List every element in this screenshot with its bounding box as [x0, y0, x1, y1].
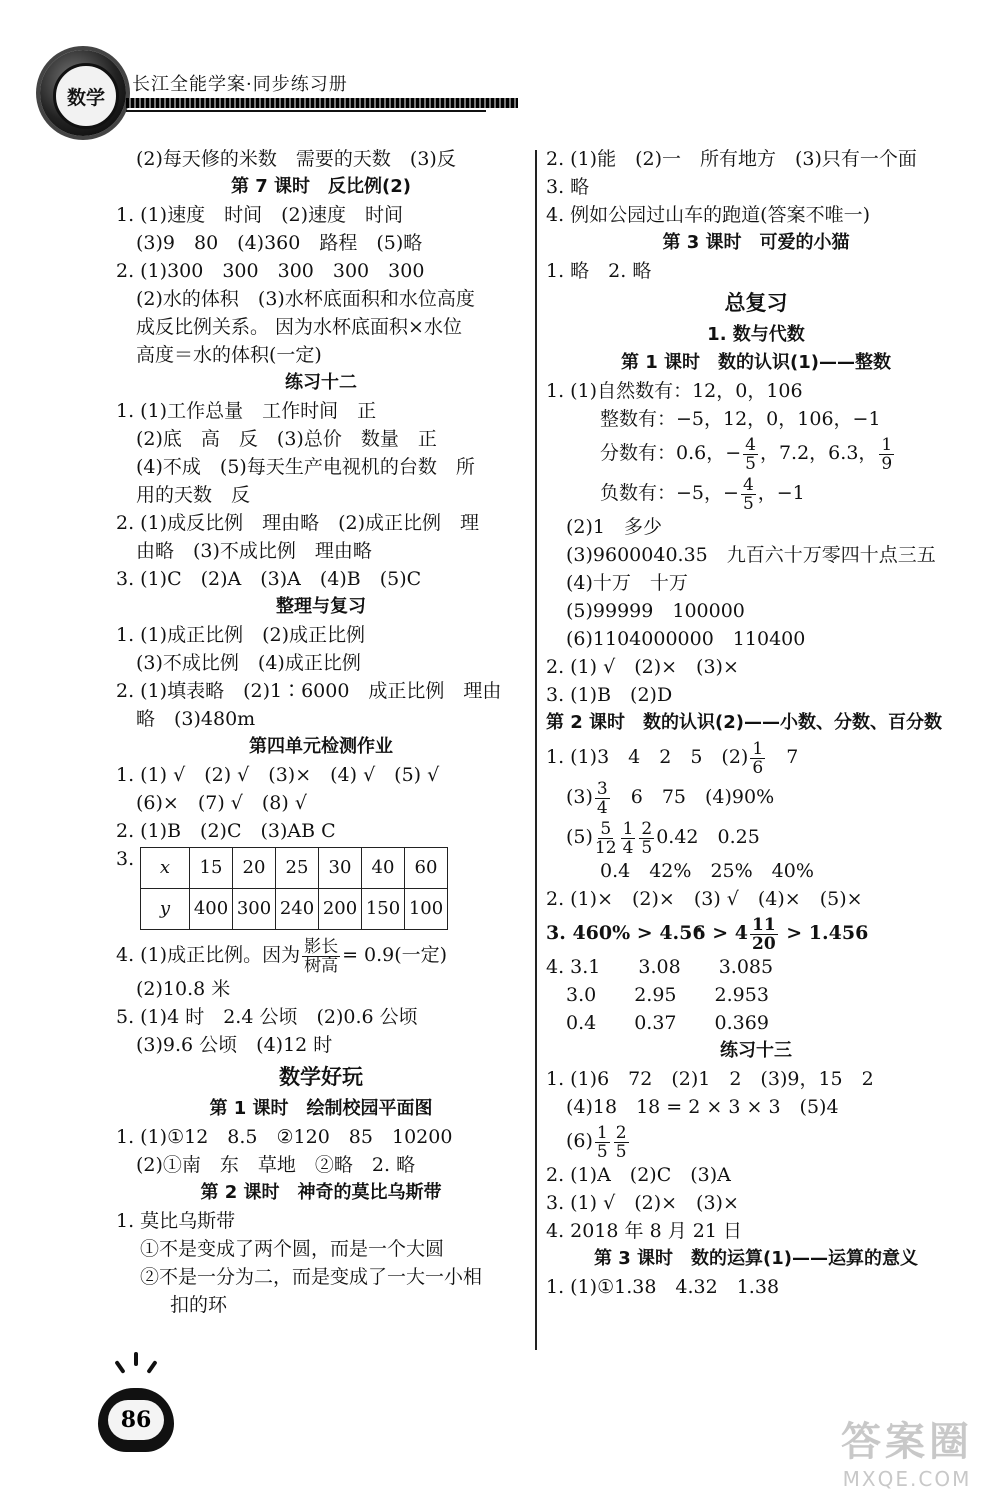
answer-line: 4. 例如公园过山车的跑道(答案不唯一) — [546, 204, 870, 226]
answer-line: 1. (1) √ (2) √ (3)× (4) √ (5) √ — [116, 764, 440, 786]
answer-line — [546, 1121, 966, 1161]
answer-line — [116, 935, 526, 975]
answer-line: 高度＝水的体积(一定) — [136, 344, 322, 366]
answer-line: (4)十万 十万 — [566, 572, 688, 594]
book-title: 长江全能学案·同步练习册 — [132, 74, 348, 95]
answer-line: (2)水的体积 (3)水杯底面积和水位高度 — [136, 288, 475, 310]
answer-line: ②不是一分为二，而是变成了一大一小相 — [140, 1266, 483, 1288]
answer-number: 3. — [116, 848, 135, 870]
text-segment: 3. 460% > 4.5 — [546, 922, 693, 944]
answer-line: (2)10.8 米 — [136, 978, 231, 1000]
answer-line: 0.4 42% 25% 40% — [600, 860, 814, 882]
section-heading: 1. 数与代数 — [707, 324, 805, 345]
text-segment: 分数有：0.6，− — [600, 442, 742, 464]
answer-line: (2)1 多少 — [566, 516, 663, 538]
spark-icon — [114, 1360, 125, 1374]
answer-line: 整数有：−5，12，0，106，−1 — [600, 408, 881, 430]
page-header — [0, 0, 1000, 140]
text-segment: 6 75 (4)90% — [611, 786, 775, 808]
answer-line: (2)每天修的米数 需要的天数 (3)反 — [136, 148, 456, 170]
fraction-denominator: 树高 — [304, 955, 339, 976]
fraction-numerator: 4 — [745, 434, 756, 455]
page-number: 86 — [108, 1400, 164, 1440]
fraction-numerator: 2 — [641, 818, 653, 839]
answer-line: 2. (1)B (2)C (3)AB C — [116, 820, 336, 842]
xy-table — [140, 847, 448, 930]
answer-line: 由略 (3)不成比例 理由略 — [136, 540, 372, 562]
page-number-badge — [98, 1388, 174, 1452]
fraction-denominator: 20 — [751, 933, 776, 954]
right-column — [546, 145, 966, 1301]
section-heading: 整理与复习 — [276, 596, 366, 617]
section-heading: 第 3 课时 数的运算(1)——运算的意义 — [593, 1248, 919, 1269]
table-cell: 40 — [362, 848, 405, 889]
fraction-numerator: 1 — [622, 818, 634, 839]
answer-line: 2. (1)A (2)C (3)A — [546, 1164, 731, 1186]
table-cell: 400 — [190, 889, 233, 930]
fraction — [595, 780, 610, 817]
answer-line: 2. (1)能 (2)一 所有地方 (3)只有一个面 — [546, 148, 917, 170]
text-segment: 7 — [767, 746, 799, 768]
answer-line: (6)× (7) √ (8) √ — [136, 792, 307, 814]
answer-line: 1. 莫比乌斯带 — [116, 1210, 236, 1232]
table-cell: 240 — [276, 889, 319, 930]
fraction-denominator: 5 — [615, 1141, 627, 1162]
table-answer — [116, 845, 526, 935]
answer-line: (2)①南 东 草地 ②略 2. 略 — [136, 1154, 416, 1176]
fraction — [302, 938, 340, 975]
answer-line: 4. 3.1 3.08 3.085 — [546, 956, 774, 978]
fraction-numerator: 5 — [600, 818, 612, 839]
answer-line: 2. (1)成反比例 理由略 (2)成正比例 理 — [116, 512, 479, 534]
fraction — [639, 820, 654, 857]
header-rule — [126, 98, 518, 108]
section-heading: 练习十二 — [285, 372, 357, 393]
section-heading: 第 2 课时 数的认识(2)——小数、分数、百分数 — [546, 712, 943, 733]
answer-line: (4)18 18 = 2 × 3 × 3 (5)4 — [566, 1096, 839, 1118]
answer-line: 1. (1)①12 8.5 ②120 85 10200 — [116, 1126, 453, 1148]
fraction-denominator: 6 — [752, 757, 764, 778]
answer-line: (4)不成 (5)每天生产电视机的台数 所 — [136, 456, 475, 478]
answer-line: 用的天数 反 — [136, 484, 251, 506]
subject-badge-label: 数学 — [53, 63, 119, 129]
answer-line: (3)9 80 (4)360 路程 (5)略 — [136, 232, 423, 254]
header-rule-thin — [126, 110, 486, 112]
answer-line: 3. 略 — [546, 176, 590, 198]
fraction — [595, 1124, 610, 1161]
text-segment: ，7.2，6.3， — [759, 442, 878, 464]
answer-line: (2)底 高 反 (3)总价 数量 正 — [136, 428, 437, 450]
answer-line: ①不是变成了两个圆，而是一个大圆 — [140, 1238, 445, 1260]
table-cell: 30 — [319, 848, 362, 889]
section-heading: 第 3 课时 可爱的小猫 — [662, 232, 850, 253]
answer-line: 2. (1)填表略 (2)1∶6000 成正比例 理由 — [116, 680, 502, 702]
table-row — [141, 848, 448, 889]
spark-icon — [134, 1352, 138, 1366]
fraction-numerator: 影长 — [304, 936, 339, 957]
answer-line: 5. (1)4 时 2.4 公顷 (2)0.6 公顷 — [116, 1006, 418, 1028]
fraction-numerator: 1 — [596, 1122, 608, 1143]
answer-line: 3.0 2.95 2.953 — [566, 984, 769, 1006]
text-segment: ，−1 — [757, 482, 805, 504]
answer-line: (3)不成比例 (4)成正比例 — [136, 652, 361, 674]
fraction — [621, 820, 636, 857]
table-cell: 25 — [276, 848, 319, 889]
section-heading: 练习十三 — [720, 1040, 792, 1061]
fraction-denominator: 5 — [596, 1141, 608, 1162]
table-cell: 100 — [405, 889, 448, 930]
fraction-denominator: 4 — [622, 837, 634, 858]
answer-line: 扣的环 — [170, 1294, 228, 1316]
text-segment: 4. (1)成正比例。因为 — [116, 944, 301, 966]
answer-line — [546, 737, 966, 777]
fraction-numerator: 1 — [752, 738, 764, 759]
text-segment: 负数有：−5，− — [600, 482, 739, 504]
table-cell: 150 — [362, 889, 405, 930]
fraction — [750, 740, 765, 777]
answer-line: 成反比例关系。 因为水杯底面积×水位 — [136, 316, 462, 338]
section-heading: 第 7 课时 反比例(2) — [230, 176, 412, 197]
answer-line: 1. (1)成正比例 (2)成正比例 — [116, 624, 365, 646]
answer-line: 0.4 0.37 0.369 — [566, 1012, 769, 1034]
column-divider — [535, 150, 537, 1350]
fraction — [750, 916, 778, 953]
table-cell: 60 — [405, 848, 448, 889]
section-heading: 第 1 课时 绘制校园平面图 — [209, 1098, 433, 1119]
fraction-numerator: 2 — [615, 1122, 627, 1143]
text-segment: (5) — [566, 826, 593, 848]
table-cell: 200 — [319, 889, 362, 930]
text-segment: 1. (1)3 4 2 5 (2) — [546, 746, 749, 768]
answer-line: 3. (1)C (2)A (3)A (4)B (5)C — [116, 568, 422, 590]
fraction — [879, 436, 894, 473]
repeating-digit: • 6 — [692, 922, 705, 944]
fraction-numerator: 11 — [751, 914, 776, 935]
fraction-numerator: 1 — [881, 434, 893, 455]
section-heading: 第 2 课时 神奇的莫比乌斯带 — [200, 1182, 442, 1203]
fraction — [614, 1124, 629, 1161]
text-segment: 0.42 0.25 — [656, 826, 760, 848]
table-cell: 20 — [233, 848, 276, 889]
fraction — [741, 476, 756, 513]
answer-line: 1. (1)速度 时间 (2)速度 时间 — [116, 204, 403, 226]
answer-line: 3. (1)B (2)D — [546, 684, 673, 706]
answer-line: 2. (1) √ (2)× (3)× — [546, 656, 739, 678]
answer-line — [546, 777, 966, 817]
watermark-url: MXQE.COM — [842, 1467, 972, 1491]
answer-line: 1. (1)工作总量 工作时间 正 — [116, 400, 377, 422]
site-watermark — [822, 1410, 992, 1494]
left-column — [116, 145, 526, 1319]
section-heading: 总复习 — [724, 291, 788, 315]
fraction — [743, 436, 758, 473]
fraction-denominator: 12 — [594, 837, 617, 858]
fraction-denominator: 5 — [742, 493, 754, 514]
answer-line: 1. 略 2. 略 — [546, 260, 652, 282]
spark-icon — [146, 1360, 157, 1374]
text-segment: (3) — [566, 786, 593, 808]
table-row — [141, 889, 448, 930]
table-cell: 300 — [233, 889, 276, 930]
fraction-denominator: 4 — [596, 797, 608, 818]
answer-line: (3)9.6 公顷 (4)12 时 — [136, 1034, 333, 1056]
text-segment: = 0.9(一定) — [342, 944, 448, 966]
answer-line: 2. (1)× (2)× (3) √ (4)× (5)× — [546, 888, 863, 910]
table-cell: x — [141, 848, 190, 889]
answer-line: 4. 2018 年 8 月 21 日 — [546, 1220, 742, 1242]
fraction-numerator: 4 — [742, 474, 754, 495]
text-segment: (6) — [566, 1130, 593, 1152]
answer-line: 1. (1)6 72 (2)1 2 (3)9，15 2 — [546, 1068, 874, 1090]
fraction-denominator: 5 — [745, 453, 756, 474]
text-segment: > 4 — [705, 922, 748, 944]
answer-line — [546, 817, 966, 857]
subject-badge — [40, 50, 126, 136]
answer-line — [546, 913, 966, 953]
answer-line: 1. (1)自然数有：12，0，106 — [546, 380, 803, 402]
answer-line — [546, 433, 966, 473]
answer-line: (5)99999 100000 — [566, 600, 745, 622]
answer-line — [546, 473, 966, 513]
table-cell: 15 — [190, 848, 233, 889]
answer-line: (6)1104000000 110400 — [566, 628, 806, 650]
fraction-numerator: 3 — [596, 778, 608, 799]
answer-line: 3. (1) √ (2)× (3)× — [546, 1192, 739, 1214]
fraction-denominator: 9 — [881, 453, 893, 474]
watermark-title: 答案圈 — [841, 1419, 973, 1465]
section-heading: 数学好玩 — [279, 1065, 363, 1089]
answer-line: 略 (3)480m — [136, 708, 256, 730]
answer-line: 1. (1)①1.38 4.32 1.38 — [546, 1276, 780, 1298]
text-segment: > 1.456 — [779, 922, 869, 944]
fraction — [595, 820, 617, 857]
table-cell: y — [141, 889, 190, 930]
answer-line: (3)9600040.35 九百六十万零四十点三五 — [566, 544, 936, 566]
answer-line: 2. (1)300 300 300 300 300 — [116, 260, 425, 282]
fraction-denominator: 5 — [641, 837, 653, 858]
section-heading: 第 1 课时 数的认识(1)——整数 — [620, 352, 892, 373]
section-heading: 第四单元检测作业 — [249, 736, 393, 757]
